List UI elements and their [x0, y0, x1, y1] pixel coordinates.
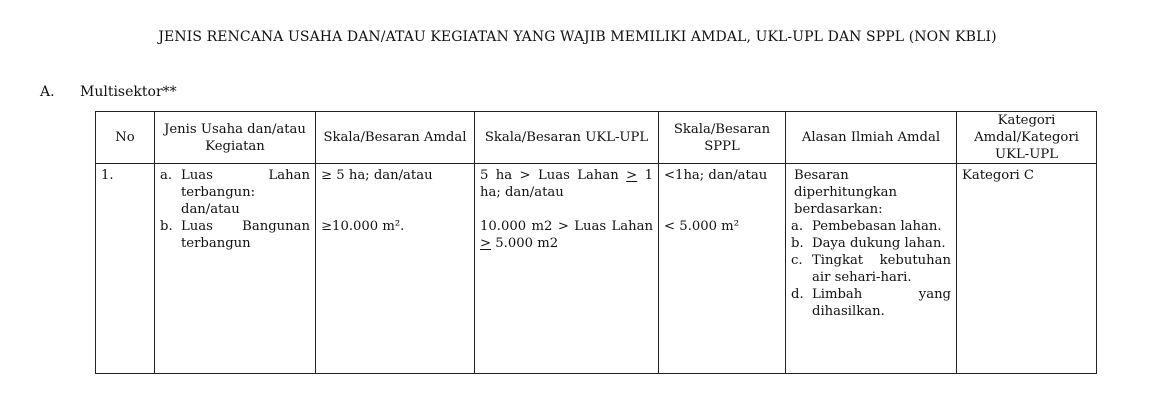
cell-alasan: [786, 164, 957, 374]
list-text: Daya dukung lahan.: [812, 236, 946, 251]
ukl-line-2: 10.000 m2 > Luas Lahan > 5.000 m2: [480, 219, 653, 251]
header-alasan: Alasan Ilmiah Amdal: [786, 112, 957, 164]
sppl-line-1: <1ha; dan/atau: [664, 168, 768, 183]
list-marker: b.: [791, 236, 804, 251]
ge-symbol: >: [626, 168, 638, 183]
list-item: [160, 167, 310, 218]
alasan-intro: Besaran diperhitungkan berdasarkan:: [794, 168, 897, 217]
amdal-line-1: ≥ 5 ha; dan/atau: [321, 168, 433, 183]
section-heading: [40, 84, 177, 100]
regulation-table: [95, 111, 1097, 374]
list-item: [160, 218, 310, 252]
list-marker: c.: [791, 253, 803, 268]
ge-symbol: >: [480, 236, 492, 251]
ukl-line-1: 5 ha > Luas Lahan > 1 ha; dan/atau: [480, 168, 653, 200]
list-marker: a.: [160, 168, 173, 183]
cell-jenis: [155, 164, 316, 374]
list-text: Pembebasan lahan.: [812, 219, 942, 234]
header-no: No: [96, 112, 155, 164]
list-text: Luas Bangunan terbangun: [181, 219, 310, 251]
cell-no: 1.: [96, 164, 155, 374]
header-ukl: Skala/Besaran UKL-UPL: [475, 112, 659, 164]
list-text: Luas Lahan terbangun: dan/atau: [181, 168, 310, 217]
header-sppl: Skala/Besaran SPPL: [659, 112, 786, 164]
header-amdal: Skala/Besaran Amdal: [316, 112, 475, 164]
list-text: Limbah yang dihasilkan.: [812, 287, 951, 319]
list-item: [791, 218, 951, 235]
cell-ukl: [475, 164, 659, 374]
page-title: JENIS RENCANA USAHA DAN/ATAU KEGIATAN YANG WAJIB MEMILIKI AMDAL, UKL-UPL DAN SPPL (NON KBLI): [158, 29, 997, 45]
list-item: [791, 252, 951, 286]
cell-sppl: [659, 164, 786, 374]
list-marker: b.: [160, 219, 173, 234]
header-jenis: Jenis Usaha dan/atau Kegiatan: [155, 112, 316, 164]
cell-amdal: [316, 164, 475, 374]
sppl-line-2: < 5.000 m²: [664, 219, 739, 234]
table-header-row: [96, 112, 1097, 164]
header-kategori: Kategori Amdal/Kategori UKL-UPL: [957, 112, 1097, 164]
section-name: Multisektor**: [80, 84, 177, 100]
list-marker: a.: [791, 219, 804, 234]
list-item: [791, 286, 951, 320]
cell-kategori: Kategori C: [957, 164, 1097, 374]
list-text: Tingkat kebutuhan air sehari-hari.: [812, 253, 951, 285]
table-row: [96, 164, 1097, 374]
section-letter: A.: [40, 84, 55, 100]
list-marker: d.: [791, 287, 804, 302]
list-item: [791, 235, 951, 252]
amdal-line-2: ≥10.000 m².: [321, 219, 405, 234]
